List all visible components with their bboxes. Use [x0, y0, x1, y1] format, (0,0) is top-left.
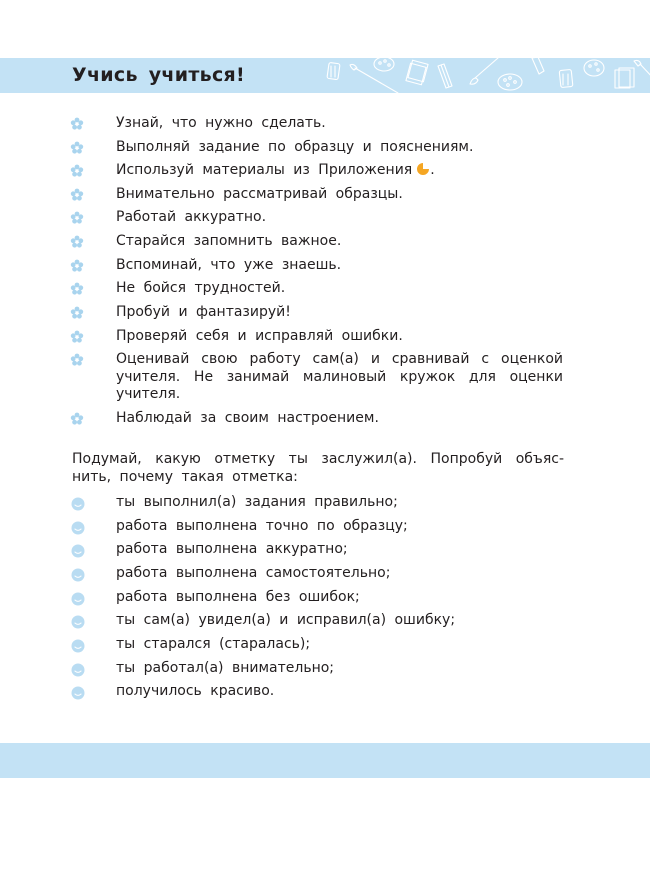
sharpener-icon: [559, 69, 573, 87]
smiley-face-icon: [71, 592, 85, 606]
snowflake-flower-icon: [70, 282, 84, 296]
school-supplies-decoration: [310, 58, 650, 93]
assessment-text: ты старался (старалась);: [116, 636, 311, 652]
assessment-text: получилось красиво.: [116, 683, 275, 699]
rule-text: Проверяй себя и исправляй ошибки.: [116, 328, 403, 344]
assessment-text: ты выполнил(а) задания правильно;: [116, 494, 398, 510]
rule-text-suffix: .: [430, 162, 435, 178]
rule-text: Вспоминай, что уже знаешь.: [116, 257, 342, 273]
assessment-intro: Подумай, какую отметку ты заслужил(а). Попробуй объяс-нить, почему такая отметка:: [72, 451, 564, 485]
rule-text: Выполняй задание по образцу и пояснениям.: [116, 139, 474, 155]
paintbrush-icon: [634, 60, 650, 80]
paper-stack-icon: [615, 68, 634, 88]
rule-text: Пробуй и фантазируй!: [116, 304, 291, 320]
snowflake-flower-icon: [70, 141, 84, 155]
pencil-icon: [532, 58, 544, 74]
rule-text: Не бойся трудностей.: [116, 280, 286, 296]
snowflake-flower-icon: [70, 117, 84, 131]
palette-icon: [374, 58, 394, 71]
snowflake-flower-icon: [70, 412, 84, 426]
snowflake-flower-icon: [70, 306, 84, 320]
snowflake-flower-icon: [70, 259, 84, 273]
smiley-face-icon: [71, 663, 85, 677]
rule-text: [116, 162, 563, 180]
palette-icon: [498, 74, 522, 90]
palette-icon: [584, 60, 604, 76]
orange-pie-icon: [416, 162, 430, 176]
assessment-text: ты сам(а) увидел(а) и исправил(а) ошибку;: [116, 612, 456, 628]
rule-text: Старайся запомнить важное.: [116, 233, 342, 249]
paintbrush-icon: [470, 58, 498, 84]
snowflake-flower-icon: [70, 211, 84, 225]
assessment-text: ты работал(а) внимательно;: [116, 660, 335, 676]
smiley-face-icon: [71, 521, 85, 535]
snowflake-flower-icon: [70, 235, 84, 249]
smiley-face-icon: [71, 686, 85, 700]
assessment-text: работа выполнена без ошибок;: [116, 589, 360, 605]
rule-text: Оценивай свою работу сам(а) и сравнивай с оценкой учителя. Не занимай малиновый кружок для оценки учителя.: [116, 351, 563, 402]
rule-text-main: Используй материалы из Приложения: [116, 162, 413, 178]
pencil-icon: [438, 64, 452, 88]
smiley-face-icon: [71, 497, 85, 511]
assessment-text: работа выполнена самостоятельно;: [116, 565, 391, 581]
smiley-face-icon: [71, 615, 85, 629]
page-title: Учись учиться!: [72, 64, 245, 86]
rule-text: Работай аккуратно.: [116, 209, 267, 225]
smiley-face-icon: [71, 568, 85, 582]
snowflake-flower-icon: [70, 353, 84, 367]
rule-text: Внимательно рассматривай образцы.: [116, 186, 403, 202]
smiley-face-icon: [71, 544, 85, 558]
assessment-text: работа выполнена аккуратно;: [116, 541, 348, 557]
snowflake-flower-icon: [70, 330, 84, 344]
assessment-text: работа выполнена точно по образцу;: [116, 518, 408, 534]
snowflake-flower-icon: [70, 164, 84, 178]
rule-text: Наблюдай за своим настроением.: [116, 410, 379, 426]
rule-text: Узнай, что нужно сделать.: [116, 115, 326, 131]
snowflake-flower-icon: [70, 188, 84, 202]
paper-stack-icon: [406, 60, 428, 85]
footer-band: [0, 743, 650, 778]
smiley-face-icon: [71, 639, 85, 653]
sharpener-icon: [327, 62, 340, 79]
